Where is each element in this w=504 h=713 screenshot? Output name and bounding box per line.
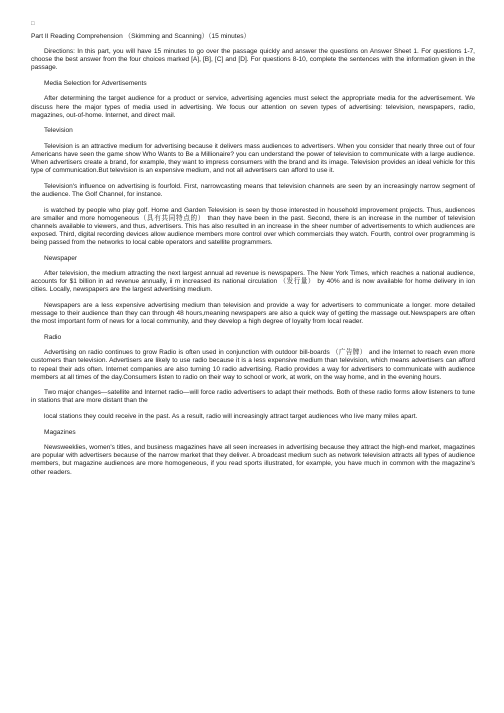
television-paragraph-2: Television's influence on advertising is fourfold. First, narrowcasting means that television channels are seen by an increasingly narrow segment of the audience. The Golf Channel, for instance. (31, 182, 475, 198)
passage-title: Media Selection for Advertisements (44, 79, 147, 87)
magazines-heading: Magazines (44, 428, 76, 436)
directions-text: Directions: In this part, you will have 15 minutes to go over the passage quickly and answer the questions on Answer Sheet 1. For questions 1-7, choose the best answer from the four choices marked [A], [B], [C] and [D]. For questions 8-10, complete the sentences with the information given in the passage. (31, 48, 475, 72)
radio-heading: Radio (44, 333, 62, 341)
section-title: Part II Reading Comprehension （Skimming and Scanning）（15 minutes） (31, 33, 251, 40)
television-heading: Television (44, 127, 73, 135)
newspaper-heading: Newspaper (44, 254, 78, 262)
radio-paragraph-3: local stations they could receive in the past. As a result, radio will increasingly attract target audiences who live many miles apart. (44, 413, 418, 421)
newspaper-paragraph-2: Newspapers are a less expensive advertising medium than television and provide a way for advertisers to communicate a longer. more detailed message to their audience than they can through 48 hours,meaning newspapers are also a quick way of getting the massage out.Newspapers are often the most important form of news for a local community, and they develop a high degree of loyalty from local reader. (31, 301, 475, 326)
magazines-paragraph-1: Newsweeklies, women's titles, and business magazines have all seen increases in advertising because they attract the high-end market, magazines are popular with advertisers because of the narrow market that they deliver. A broadcast medium such as network television attracts all types of audience members, but magazine audiences are more homogeneous, if you read sports illustrated, for example, you have much in common with the magazine's other readers. (31, 444, 475, 476)
radio-paragraph-2: Two major changes—satellite and Internet radio—will force radio advertisers to adapt their methods. Both of these radio forms allow listeners to tune in stations that are more distant than the (31, 389, 475, 405)
intro-paragraph: After determining the target audience for a product or service, advertising agencies must select the appropriate media for the advertisement. We discuss here the major types of media used in advertising. We focus our attention on seven types of advertising: television, newspapers, radio, magazines, out-of-home. Internet, and direct mail. (31, 95, 475, 119)
radio-paragraph-1: Advertising on radio continues to grow Radio is often used in conjunction with outdoor bill-boards （广告牌） and ihe Internet to reach even more customers than television. Advertisers are likely to use radio because it is a less expensive medium than television, which means advertisers can afford to repeal their ads often. Internet companies are also turning 10 radio advertising. Radio provides a way for advertisers to communicate with audience members at all times of the day.Consumers listen to radio on their way to school or work, at work, on the way home, and in the evening hours. (31, 349, 475, 381)
page-marker: □ (31, 21, 35, 27)
newspaper-paragraph-1: After television, the medium attracting the next largest annual ad revenue is newspapers. The New York Times, which reaches a national audience, accounts for $1 billion in ad revenue annually, ii m increased its national circulation （发行量） by 40% and is now available for home delivery in ion cities. Locally, newspapers are the largest advertising medium. (31, 270, 475, 294)
document-body (31, 33, 475, 484)
television-paragraph-1: Television is an attractive medium for advertising because it delivers mass audiences to advertisers. When you consider that nearly three out of four Americans have seen the game show Who Wants to Be a Millionaire? you can understand the power of television to communicate with a large audience. When advertisers create a brand, for example, they want to impress consumers with the brand and its image. Television provides an ideal vehicle for this type of communication.But television is an expensive medium, and not all advertisers can afford to use it. (31, 142, 475, 175)
television-paragraph-3: is watched by people who play golf. Home and Garden Television is seen by those interested in household improvement projects. Thus, audiences are smaller and more homogeneous（具有共同特点的） than they have been in the past. Second, there is an increase in the number of television channels available to viewers, and thus, advertisers. This has also resulted in an increase in the sheer number of advertisements to which audiences are exposed. Third, digital recording devices allow audience members more control over which commercials they watch. Fourth, control over programming is being passed from the networks to local cable operators and satellite programmers. (31, 206, 475, 246)
